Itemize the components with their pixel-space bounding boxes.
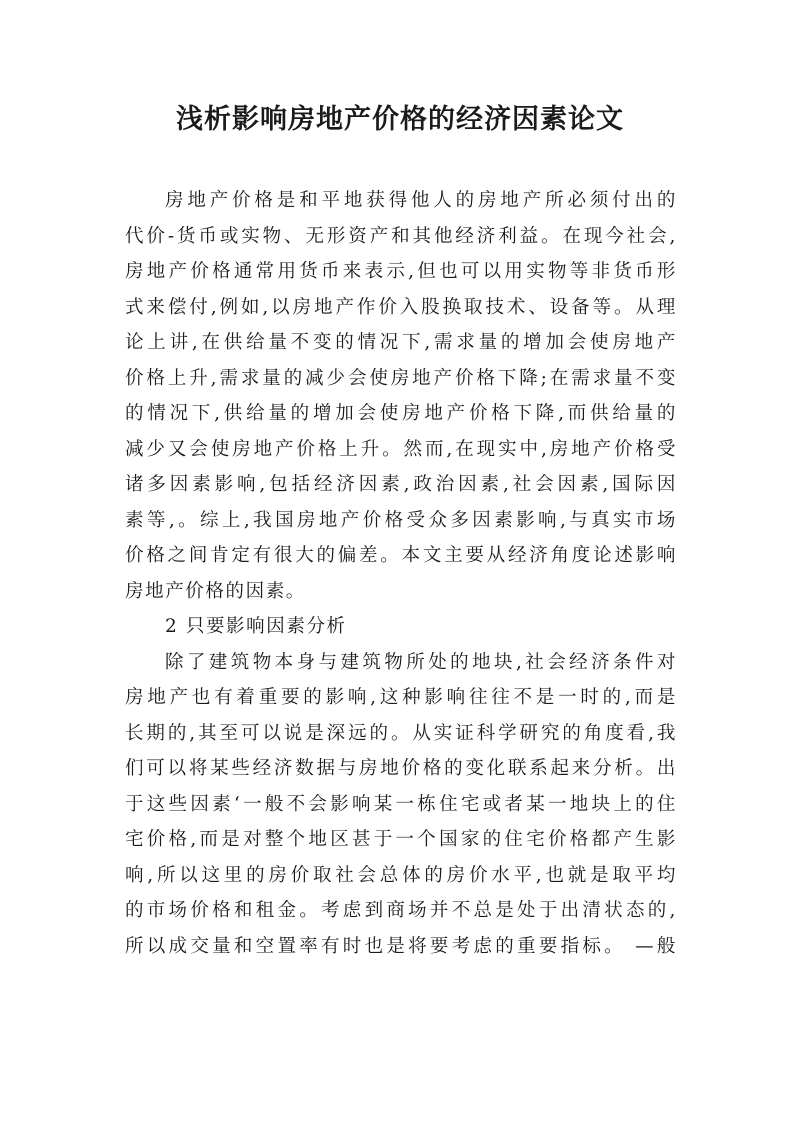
paragraph-line: 价格之间肯定有很大的偏差。本文主要从经济角度论述影响 <box>125 545 677 566</box>
paragraph-line: 减少又会使房地产价格上升。然而,在现实中,房地产价格受 <box>125 438 677 460</box>
paragraph-line: 于这些因素‘一般不会影响某一栋住宅或者某一地块上的住 <box>125 793 677 815</box>
paragraph-line: 房地产价格通常用货币来表示,但也可以用实物等非货币形 <box>125 261 677 282</box>
paragraph-line: 论上讲,在供给量不变的情况下,需求量的增加会使房地产 <box>125 332 677 353</box>
paragraph-line: 们可以将某些经济数据与房地价格的变化联系起来分析。出 <box>125 758 677 779</box>
section-heading: 2 只要影响因素分析 <box>165 616 347 637</box>
paragraph-line: 房地产也有着重要的影响,这种影响往往不是一时的,而是 <box>125 687 677 708</box>
paragraph-line: 的市场价格和租金。考虑到商场并不总是处于出清状态的, <box>125 900 677 921</box>
paragraph-line: 素等,。综上,我国房地产价格受众多因素影响,与真实市场 <box>125 509 677 531</box>
document-body <box>125 183 677 964</box>
paragraph-line: 响,所以这里的房价取社会总体的房价水平,也就是取平均 <box>125 864 677 886</box>
document-title: 浅析影响房地产价格的经济因素论文 <box>176 104 624 135</box>
paragraph-line: 房地产价格是和平地获得他人的房地产所必须付出的 <box>165 190 677 211</box>
paragraph-line: 价格上升,需求量的减少会使房地产价格下降;在需求量不变 <box>125 367 677 389</box>
paragraph-line: 除了建筑物本身与建筑物所处的地块,社会经济条件对 <box>165 651 677 673</box>
paragraph-line: 诸多因素影响,包括经济因素,政治因素,社会因素,国际因 <box>125 474 677 495</box>
paragraph-line: 宅价格,而是对整个地区甚于一个国家的住宅价格都产生影 <box>125 829 677 850</box>
paragraph-line: 长期的,其至可以说是深远的。从实证科学研究的角度看,我 <box>125 722 677 744</box>
paragraph-line: 所以成交量和空置率有时也是将要考虑的重要指标。 —般 <box>125 935 677 957</box>
paragraph-line: 代价-货币或实物、无形资产和其他经济利益。在现今社会, <box>125 225 677 247</box>
paragraph-line: 的情况下,供给量的增加会使房地产价格下降,而供给量的 <box>125 403 677 424</box>
paragraph-line: 式来偿付,例如,以房地产作价入股换取技术、设备等。从理 <box>125 296 677 318</box>
paragraph-line: 房地产价格的因素。 <box>125 580 306 602</box>
